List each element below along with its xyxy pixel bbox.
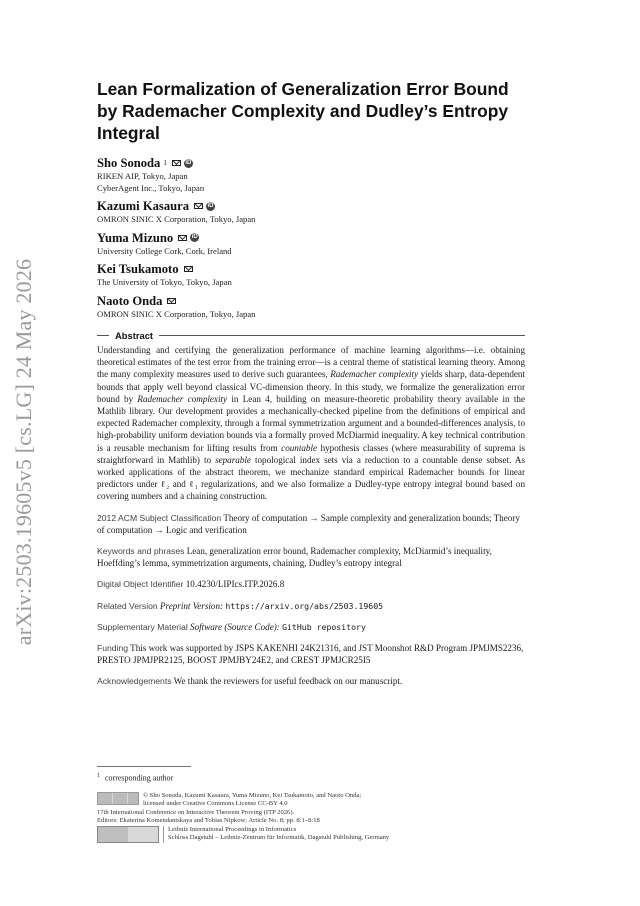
author-name: Kei Tsukamoto <box>97 262 179 276</box>
acknowledgements: Acknowledgements We thank the reviewers for useful feedback on our manuscript. <box>97 676 403 687</box>
copyright-line: © Sho Sonoda, Kazumi Kasaura, Yuma Mizuno, Kei Tsukamoto, and Naoto Onda; <box>143 792 362 799</box>
arxiv-link[interactable]: https://arxiv.org/abs/2503.19605 <box>225 600 384 611</box>
orcid-icon[interactable]: iD <box>207 202 214 209</box>
divider <box>159 335 525 336</box>
email-icon[interactable] <box>167 298 176 304</box>
paper-title: Lean Formalization of Generalization Error Bound by Rademacher Complexity and Dudley’s Entropy Integral <box>97 79 509 143</box>
author-name: Kazumi Kasaura <box>97 199 190 213</box>
author-name: Sho Sonoda <box>97 156 161 170</box>
author-name: Naoto Onda <box>97 293 163 308</box>
email-icon[interactable] <box>184 266 193 272</box>
arxiv-identifier: arXiv:2503.19605v5 [cs.LG] 24 May 2026 <box>11 258 36 646</box>
author-list <box>97 155 525 320</box>
author-affiliation: RIKEN AIP, Tokyo, Japan <box>97 171 188 181</box>
github-link[interactable]: GitHub repository <box>282 621 366 632</box>
author-block <box>97 261 525 289</box>
acm-classification: 2012 ACM Subject Classification Theory of computation → Sample complexity and generalization bounds; Theory of computation → Logic and verification <box>97 512 520 535</box>
author-affiliation: The University of Tokyo, Tokyo, Japan <box>97 277 232 287</box>
doi-link[interactable]: 10.4230/LIPIcs.ITP.2026.8 <box>185 579 285 590</box>
author-footnote-mark: 1 <box>163 159 167 167</box>
author-name: Yuma Mizuno <box>97 230 174 245</box>
email-icon[interactable] <box>194 203 203 209</box>
editors-line: Editors: Ekaterina Komendantskaya and Tobias Nipkow; Article No. 8; pp. 8:1–8:18 <box>97 817 320 825</box>
footnote-divider <box>97 766 191 767</box>
license-block <box>97 792 537 843</box>
keywords: Keywords and phrases Lean, generalization error bound, Rademacher complexity, McDiarmid’s inequality, Hoeffding’s lemma, symmetrization arguments, chaining, Dudley’s entropy integral <box>97 546 492 569</box>
email-icon[interactable] <box>172 160 181 166</box>
publisher-line: Schloss Dagstuhl – Leibniz-Zentrum für Informatik, Dagstuhl Publishing, Germany <box>168 834 390 842</box>
footnote: $^1$ corresponding author <box>97 773 174 783</box>
series-line: Leibniz International Proceedings in Informatics <box>168 825 297 833</box>
related-version: Related Version Preprint Version: https://arxiv.org/abs/2503.19605 <box>97 600 384 611</box>
author-affiliation: CyberAgent Inc., Tokyo, Japan <box>97 182 205 193</box>
abstract-header <box>97 330 525 341</box>
conference-line: 17th International Conference on Interactive Theorem Proving (ITP 2026). <box>97 808 295 816</box>
license-line: licensed under Creative Commons License CC-BY 4.0 <box>143 800 288 808</box>
paper-first-page <box>97 78 525 688</box>
divider <box>97 335 109 336</box>
author-block <box>97 155 525 194</box>
author-block <box>97 230 525 258</box>
author-block <box>97 293 525 321</box>
author-affiliation: University College Cork, Cork, Ireland <box>97 245 232 256</box>
orcid-icon[interactable]: iD <box>191 234 198 240</box>
cc-by-badge <box>97 792 139 805</box>
abstract-heading: Abstract <box>115 330 154 341</box>
author-block <box>97 198 525 226</box>
funding: Funding This work was supported by JSPS KAKENHI 24K21316, and JST Moonshot R&D Program JPMJMS2236, PRESTO JPMJPR2125, BOOST JPMJBY24E2, and CREST JPMJCR25I5 <box>97 643 524 666</box>
abstract-text: Understanding and certifying the generalization performance of machine learning algorithms—i.e. obtaining theoretical estimates of the test error from the training error—is a central theme of statistical learning theory. Among the many complexity measures used to derive such guarantees, Rademacher complexity yields sharp, data-dependent bounds that apply well beyond classical VC-dimension theory. In this study, we formalize the generalization error bound by Rademacher complexity in Lean 4, building on measure-theoretic probability theory available in the Mathlib library. Our development provides a mechanically-checked pipeline from the definitions of empirical and expected Rademacher complexity, through a formal symmetrization argument and a bounded-differences analysis, to high-probability uniform deviation bounds via a formally proved McDiarmid inequality. A key technical contribution is a reusable mechanism for lifting results from countable hypothesis classes (where measurability of suprema is straightforward in Mathlib) to separable topological index sets via a reduction to a countable dense subset. As worked applications of the abstract theorem, we mechanize standard empirical Rademacher bounds for linear predictors under ℓ₂ and ℓ₁ regularizations, and we also formalize a Dudley-type entropy integral bound based on covering numbers and a chaining construction. <box>97 345 526 502</box>
author-affiliation: OMRON SINIC X Corporation, Tokyo, Japan <box>97 214 256 224</box>
supplementary-material: Supplementary Material Software (Source Code): GitHub repository <box>97 621 366 632</box>
doi: Digital Object Identifier 10.4230/LIPIcs.ITP.2026.8 <box>97 579 285 590</box>
lipics-logo <box>97 826 159 843</box>
email-icon[interactable] <box>178 235 187 241</box>
author-affiliation: OMRON SINIC X Corporation, Tokyo, Japan <box>97 308 256 319</box>
arxiv-sidebar <box>4 0 44 906</box>
orcid-icon[interactable]: iD <box>185 159 192 166</box>
